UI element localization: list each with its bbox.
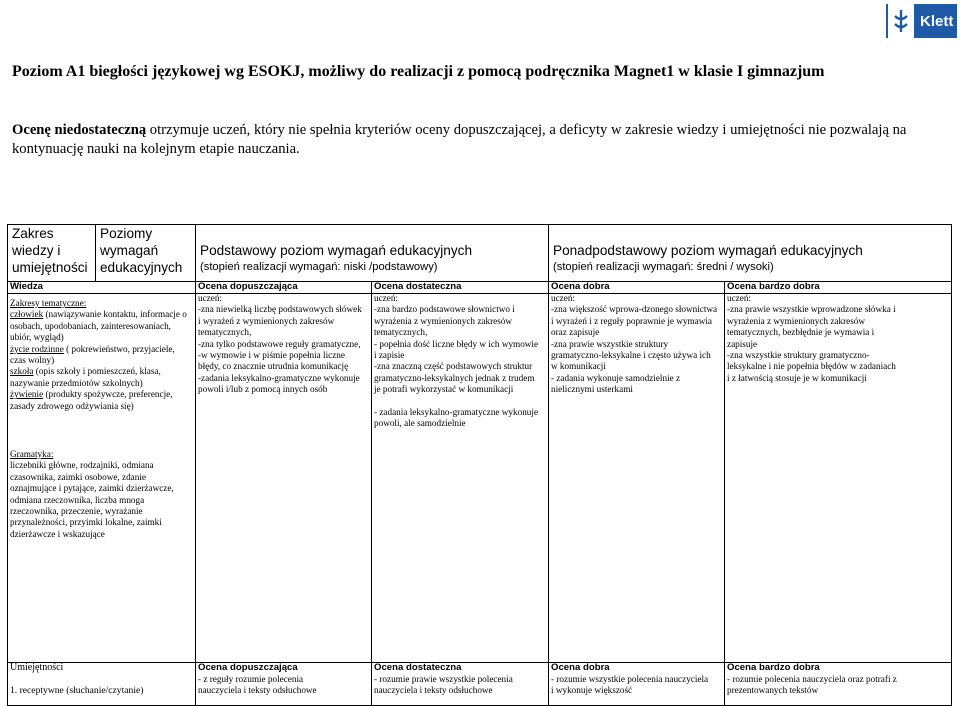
klett-wordmark: Klett [920,12,954,30]
advanced-level-sub: (stopień realizacji wymagań: średni / wysoki) [553,261,774,273]
col-header-levels: Poziomy wymagań edukacyjnych [100,226,183,275]
grammar-title: Gramatyka: [10,449,54,459]
knowledge-grade-2: uczeń: -zna bardzo podstawowe słownictwo i wyrażenia z wymienionych zakresów tematycznych, - popełnia dość liczne błędy w ich wymowie i zapisie -zna znaczną część podstawowych struktur gramatyczno-leksykalnych jednak z trudem je potrafi wykorzystać w komunikacji - zadania leksykalno-gramatyczne wykonuje powoli, ale samodzielnie [374,293,539,429]
grade-4-header: Ocena bardzo dobra [727,281,820,292]
basic-level-sub: (stopień realizacji wymagań: niski /podstawowy) [200,261,438,273]
page-title: Poziom A1 biegłości językowej wg ESOKJ, możliwy do realizacji z pomocą podręcznika Magnet1 w klasie I gimnazjum [12,63,825,80]
advanced-level-rest: wymagań edukacyjnych [714,243,863,258]
skills-grade-1-header: Ocena dopuszczająca [198,662,298,673]
col-header-scope: Zakres wiedzy i umiejętności [12,226,88,275]
grade-1-header: Ocena dopuszczająca [198,281,298,292]
wiedza-label: Wiedza [10,281,43,292]
grammar-text: liczebniki główne, rodzajniki, odmiana czasownika, zaimki osobowe, zdanie oznajmujące i pytające, zaimki dzierżawcze, odmiana rzeczownika, liczba mnoga rzeczownika, przeczenie, wyrażanie przynależności, przyimki lokalne, zaimki dzierżawcze i wskazujące [10,460,174,539]
topic-item: człowiek (nawiązywanie kontaktu, informacje o osobach, upodobaniach, zainteresowaniach, ubiór, wygląd) [10,309,187,343]
skills-grade-3-header: Ocena dobra [551,662,610,673]
skills-label: Umiejętności [10,662,64,673]
skills-grade-2: - rozumie prawie wszystkie polecenia nauczyciela i teksty odsłuchowe [374,674,513,696]
intro-paragraph [12,121,942,159]
knowledge-grade-3: uczeń: -zna większość wprowa-dzonego słownictwa i wyrażeń i z reguły poprawnie je wymawia oraz zapisuje -zna prawie wszystkie struktury gramatyczno-leksykalne i często używa ich w komunikacji - zadania wykonuje samodzielnie z nielicznymi usterkami [551,293,718,395]
topic-item: życie rodzinne ( pokrewieństwo, przyjaciele, czas wolny) [10,343,175,366]
klett-logo [886,4,957,38]
topic-item: szkoła (opis szkoły i pomieszczeń, klasa, nazywanie przedmiotów szkolnych) [10,366,161,388]
requirements-table [7,224,952,706]
grade-2-header: Ocena dostateczna [374,281,462,292]
intro-rest: otrzymuje uczeń, który nie spełnia kryteriów oceny dopuszczającej, a deficyty w zakresie wiedzy i umiejętności nie pozwalają na kontynuację nauki na kolejnym etapie nauczania. [12,122,907,157]
klett-emblem-icon [888,4,914,38]
intro-bold: Ocenę niedostateczną [12,122,147,138]
skills-grade-4: - rozumie polecenia nauczyciela oraz potrafi z prezentowanych tekstów [727,674,897,696]
skills-grade-2-header: Ocena dostateczna [374,662,462,673]
skills-grade-4-header: Ocena bardzo dobra [727,662,820,673]
basic-level-rest: wymagań edukacyjnych [323,243,473,258]
advanced-level-strong: Ponadpodstawowy poziom [553,243,715,258]
skills-receptive: 1. receptywne (słuchanie/czytanie) [10,685,144,696]
basic-level-strong: Podstawowy poziom [200,243,324,258]
advanced-level-header [553,242,948,276]
knowledge-grade-4: uczeń: -zna prawie wszystkie wprowadzone słówka i wyrażenia z wymienionych zakresów tematycznych, bezbłędnie je wymawia i zapisuje -zna wszystkie struktury gramatyczno-leksykalne i nie popełnia błędów w zadaniach i z łatwością stosuje je w komunikacji [727,293,896,383]
skills-grade-1: - z reguły rozumie polecenia nauczyciela i teksty odsłuchowe [198,674,317,696]
skills-grade-3: - rozumie wszystkie polecenia nauczyciela i wykonuje większość [551,674,709,696]
topics-block [10,298,190,412]
basic-level-header [200,242,545,276]
knowledge-grade-1: uczeń: -zna niewielką liczbę podstawowych słówek i wyrażeń z wymienionych zakresów tematycznych, -zna tylko podstawowe reguły gramatyczne, -w wymowie i w piśmie popełnia liczne błędy, co znacznie utrudnia komunikację -zadania leksykalno-gramatyczne wykonuje powoli i/lub z pomocą innych osób [198,293,362,395]
grade-3-header: Ocena dobra [551,281,610,292]
topics-title: Zakresy tematyczne: [10,298,87,308]
topic-item: żywienie (produkty spożywcze, preferencje, zasady zdrowego odżywiania się) [10,389,173,411]
grammar-block [10,449,185,540]
